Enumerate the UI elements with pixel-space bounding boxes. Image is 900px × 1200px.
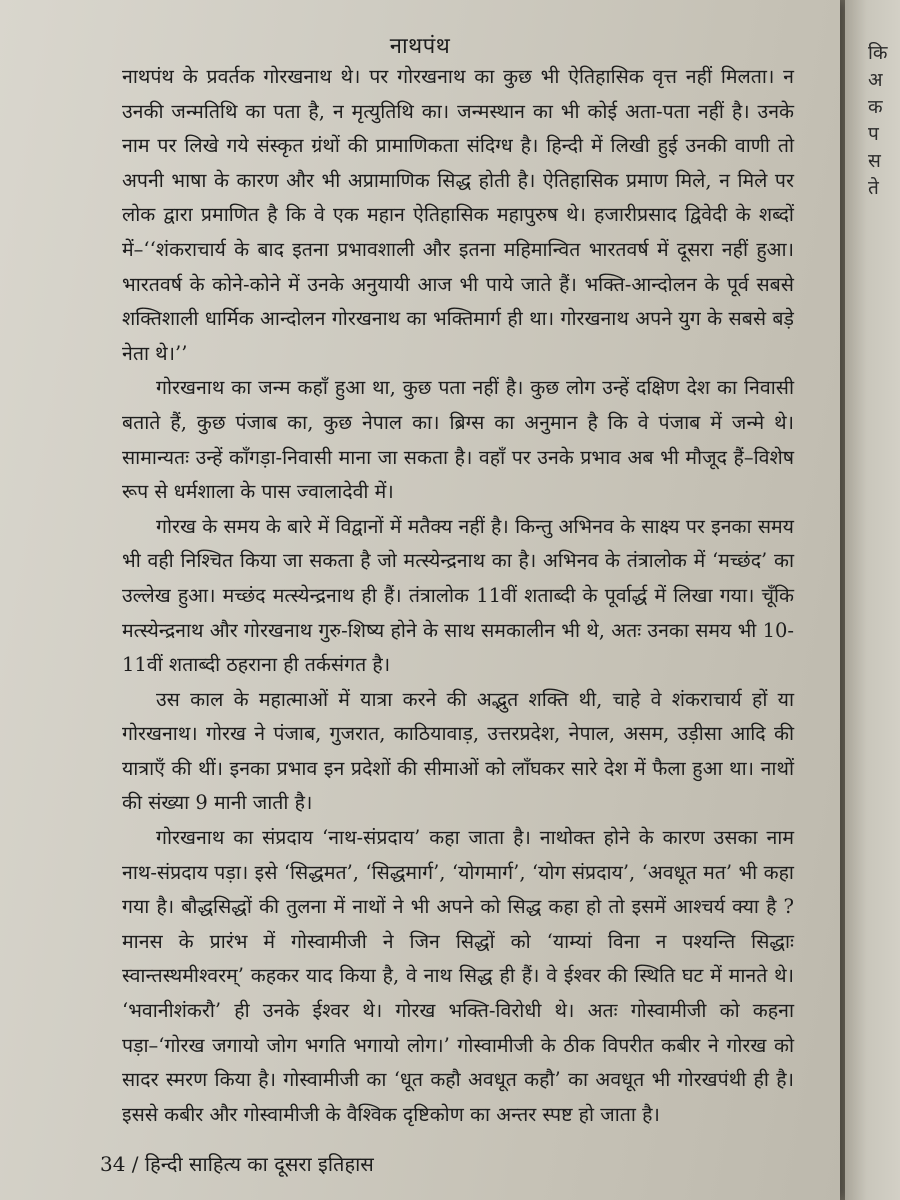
body-text <box>122 60 794 1132</box>
page-footer: 34 / हिन्दी साहित्य का दूसरा इतिहास <box>100 1152 374 1176</box>
paragraph-4: उस काल के महात्माओं में यात्रा करने की अद्भुत शक्ति थी, चाहे वे शंकराचार्य हों या गोरखनाथ। गोरख ने पंजाब, गुजरात, काठियावाड़, उत्तरप्रदेश, नेपाल, असम, उड़ीसा आदि की यात्राएँ की थीं। इनका प्रभाव इन प्रदेशों की सीमाओं को लाँघकर सारे देश में फैला हुआ था। नाथों की संख्या 9 मानी जाती है। <box>122 687 794 815</box>
running-head: नाथपंथ <box>389 34 451 59</box>
paragraph-5: गोरखनाथ का संप्रदाय ‘नाथ-संप्रदाय’ कहा जाता है। नाथोक्त होने के कारण उसका नाम नाथ-संप्रदाय पड़ा। इसे ‘सिद्धमत’, ‘सिद्धमार्ग’, ‘योगमार्ग’, ‘योग संप्रदाय’, ‘अवधूत मत’ भी कहा गया है। बौद्धसिद्धों की तुलना में नाथों ने भी अपने को सिद्ध कहा हो तो इसमें आश्चर्य क्या है ? मानस के प्रारंभ में गोस्वामीजी ने जिन सिद्धों को ‘याम्यां विना न पश्यन्ति सिद्धाः स्वान्तस्थमीश्वरम्’ कहकर याद किया है, वे नाथ सिद्ध ही हैं। वे ईश्वर की स्थिति घट में मानते थे। ‘भवानीशंकरौ’ ही उनके ईश्वर थे। गोरख भक्ति-विरोधी थे। अतः गोस्वामीजी को कहना पड़ा–‘गोरख जगायो जोग भगति भगायो लोग।’ गोस्वामीजी के ठीक विपरीत कबीर ने गोरख को सादर स्मरण किया है। गोस्वामीजी का ‘धूत कहौ अवधूत कहौ’ का अवधूत भी गोरखपंथी ही है। इससे कबीर और गोस्वामीजी के वैश्विक दृष्टिकोण का अन्तर स्पष्ट हो जाता है। <box>122 826 794 1126</box>
paragraph-2: गोरखनाथ का जन्म कहाँ हुआ था, कुछ पता नहीं है। कुछ लोग उन्हें दक्षिण देश का निवासी बताते हैं, कुछ पंजाब का, कुछ नेपाल का। ब्रिग्स का अनुमान है कि वे पंजाब में जन्मे थे। सामान्यतः उन्हें काँगड़ा-निवासी माना जा सकता है। वहाँ पर उनके प्रभाव अब भी मौजूद हैं–विशेष रूप से धर्मशाला के पास ज्वालादेवी में। <box>122 376 794 504</box>
edge-fragment: कि <box>868 42 888 64</box>
edge-fragment: ते <box>868 177 879 199</box>
edge-fragment: स <box>868 150 881 172</box>
facing-page-text <box>868 40 900 202</box>
paragraph-3: गोरख के समय के बारे में विद्वानों में मतैक्य नहीं है। किन्तु अभिनव के साक्ष्य पर इनका समय भी वही निश्चित किया जा सकता है जो मत्स्येन्द्रनाथ का है। अभिनव के तंत्रालोक में ‘मच्छंद’ का उल्लेख हुआ। मच्छंद मत्स्येन्द्रनाथ ही हैं। तंत्रालोक 11वीं शताब्दी के पूर्वार्द्ध में लिखा गया। चूँकि मत्स्येन्द्रनाथ और गोरखनाथ गुरु-शिष्य होने के साथ समकालीन भी थे, अतः उनका समय भी 10-11वीं शताब्दी ठहराना ही तर्कसंगत है। <box>122 514 794 677</box>
paragraph-1: नाथपंथ के प्रवर्तक गोरखनाथ थे। पर गोरखनाथ का कुछ भी ऐतिहासिक वृत्त नहीं मिलता। न उनकी जन्मतिथि का पता है, न मृत्युतिथि का। जन्मस्थान का भी कोई अता-पता नहीं है। उनके नाम पर लिखे गये संस्कृत ग्रंथों की प्रामाणिकता संदिग्ध है। हिन्दी में लिखी हुई उनकी वाणी तो अपनी भाषा के कारण और भी अप्रामाणिक सिद्ध होती है। ऐतिहासिक प्रमाण मिले, न मिले पर लोक द्वारा प्रमाणित है कि वे एक महान ऐतिहासिक महापुरुष थे। हजारीप्रसाद द्विवेदी के शब्दों में–‘‘शंकराचार्य के बाद इतना प्रभावशाली और इतना महिमान्वित भारतवर्ष में दूसरा नहीं हुआ। भारतवर्ष के कोने-कोने में उनके अनुयायी आज भी पाये जाते हैं। भक्ति-आन्दोलन के पूर्व सबसे शक्तिशाली धार्मिक आन्दोलन गोरखनाथ का भक्तिमार्ग ही था। गोरखनाथ अपने युग के सबसे बड़े नेता थे।’’ <box>122 65 794 365</box>
edge-fragment: प <box>868 123 879 145</box>
edge-fragment: क <box>868 96 883 118</box>
edge-fragment: अ <box>868 69 883 91</box>
